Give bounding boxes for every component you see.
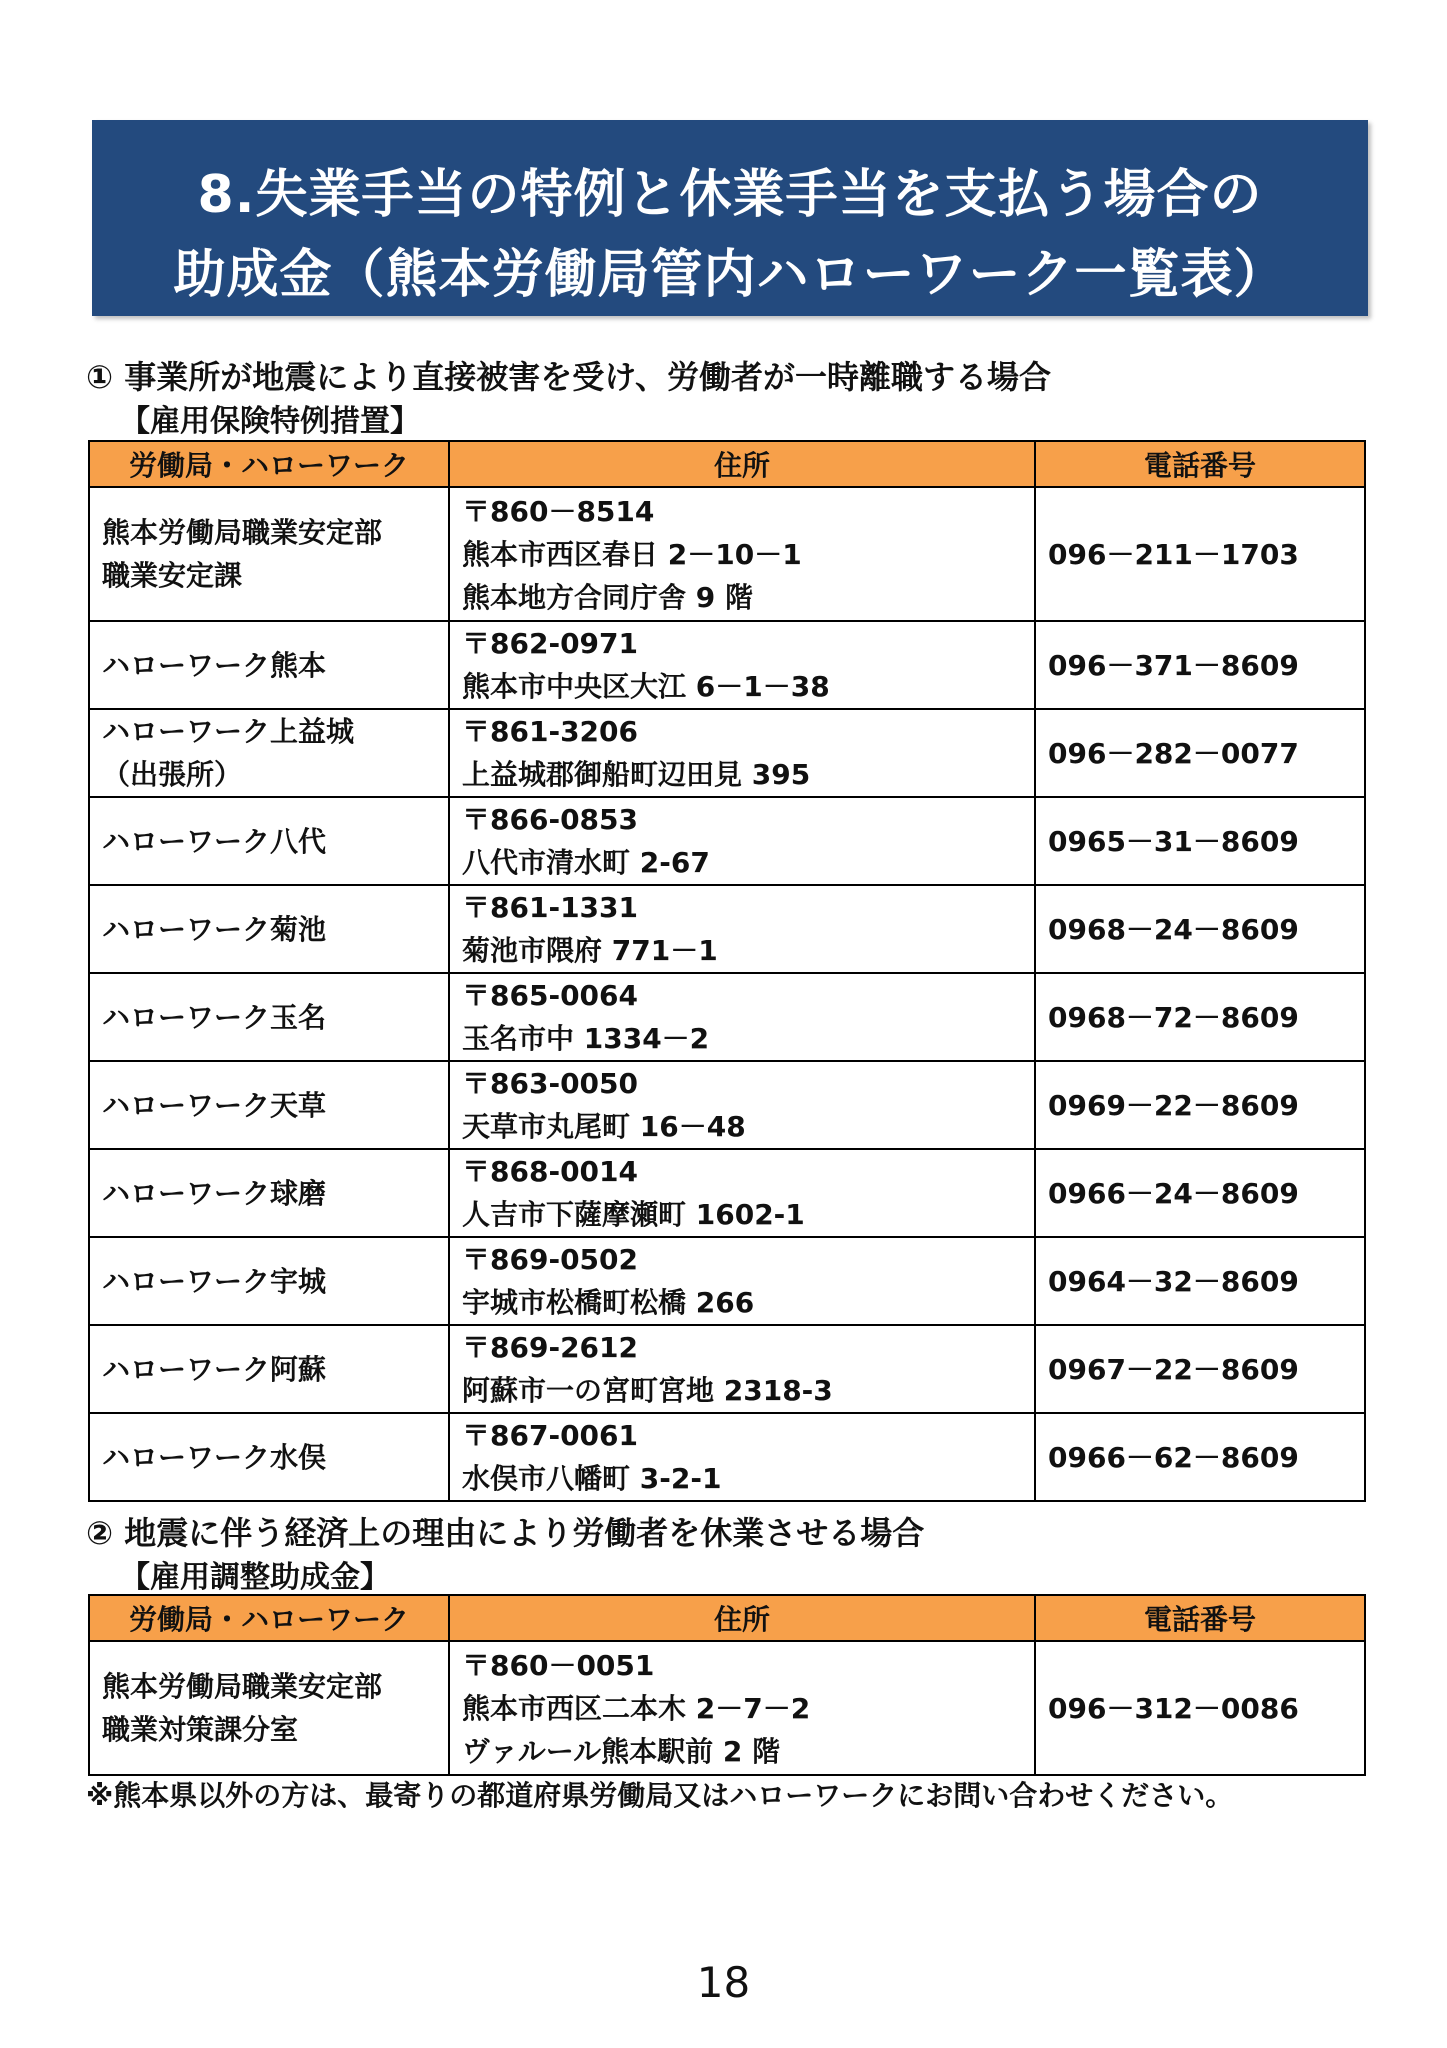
section2-subheading: 【雇用調整助成金】: [120, 1560, 390, 1595]
postal-code: 〒863-0050: [462, 1067, 638, 1100]
address-line: 八代市清水町 2-67: [462, 846, 710, 879]
header-address: 住所: [449, 1595, 1035, 1641]
postal-code: 〒861-1331: [462, 891, 638, 924]
address-cell: [449, 1061, 1035, 1149]
phone-cell: 0967－22－8609: [1035, 1325, 1365, 1413]
address-cell: [449, 797, 1035, 885]
office-name: ハローワーク八代: [102, 824, 327, 858]
office-name: ハローワーク上益城: [102, 715, 355, 748]
office-name: ハローワーク水俣: [102, 1440, 327, 1474]
phone-cell: 0966－62－8609: [1035, 1413, 1365, 1501]
table-row: [89, 797, 1365, 885]
postal-code: 〒869-2612: [462, 1331, 638, 1364]
office-cell: [89, 1061, 449, 1149]
address-line: 人吉市下薩摩瀬町 1602-1: [462, 1198, 805, 1231]
address-line: 熊本市西区春日 2－10－1: [462, 537, 802, 571]
address-cell: [449, 885, 1035, 973]
table-row: [89, 621, 1365, 709]
table-row: [89, 1641, 1365, 1775]
office-table-2: [88, 1594, 1366, 1776]
address-line: 宇城市松橋町松橋 266: [462, 1286, 755, 1319]
office-cell: [89, 797, 449, 885]
office-name: ハローワーク天草: [102, 1088, 327, 1122]
postal-code: 〒861-3206: [462, 715, 638, 748]
phone-cell: 0966－24－8609: [1035, 1149, 1365, 1237]
office-cell: [89, 1325, 449, 1413]
office-cell: [89, 1641, 449, 1775]
footnote: ※熊本県以外の方は、最寄りの都道府県労働局又はハローワークにお問い合わせください。: [86, 1779, 1234, 1812]
postal-code: 〒867-0061: [462, 1419, 638, 1452]
header-office: 労働局・ハローワーク: [89, 1595, 449, 1641]
phone-cell: 0964－32－8609: [1035, 1237, 1365, 1325]
table-row: [89, 1149, 1365, 1237]
office-name: 職業対策課分室: [102, 1713, 299, 1746]
header-office: 労働局・ハローワーク: [89, 441, 449, 487]
office-cell: [89, 487, 449, 621]
address-line: 菊池市隈府 771－1: [462, 934, 718, 967]
address-cell: [449, 621, 1035, 709]
phone-cell: 096－371－8609: [1035, 621, 1365, 709]
office-cell: [89, 973, 449, 1061]
phone-cell: 096－282－0077: [1035, 709, 1365, 797]
office-name: ハローワーク菊池: [102, 912, 327, 946]
postal-code: 〒865-0064: [462, 979, 638, 1012]
phone-cell: 0968－24－8609: [1035, 885, 1365, 973]
table-header-row: [89, 1595, 1365, 1641]
office-name: ハローワーク玉名: [102, 1000, 327, 1034]
header-phone: 電話番号: [1035, 1595, 1365, 1641]
office-cell: [89, 621, 449, 709]
address-cell: [449, 1413, 1035, 1501]
address-line: 熊本地方合同庁舎 9 階: [462, 580, 753, 614]
header-address: 住所: [449, 441, 1035, 487]
office-name: ハローワーク阿蘇: [102, 1352, 327, 1386]
title-line-2: 助成金（熊本労働局管内ハローワーク一覧表）: [173, 245, 1287, 305]
section1-heading: ① 事業所が地震により直接被害を受け、労働者が一時離職する場合: [86, 358, 1051, 396]
title-banner: [92, 120, 1368, 316]
postal-code: 〒862-0971: [462, 627, 638, 660]
phone-cell: 0968－72－8609: [1035, 973, 1365, 1061]
phone-cell: 0965－31－8609: [1035, 797, 1365, 885]
table-row: [89, 885, 1365, 973]
address-line: 熊本市西区二本木 2－7－2: [462, 1691, 811, 1725]
address-cell: [449, 487, 1035, 621]
phone-cell: 0969－22－8609: [1035, 1061, 1365, 1149]
header-phone: 電話番号: [1035, 441, 1365, 487]
address-cell: [449, 973, 1035, 1061]
office-cell: [89, 1149, 449, 1237]
office-cell: [89, 1413, 449, 1501]
table-header-row: [89, 441, 1365, 487]
office-name: ハローワーク球磨: [102, 1176, 327, 1210]
address-line: 天草市丸尾町 16－48: [462, 1110, 746, 1143]
postal-code: 〒869-0502: [462, 1243, 638, 1276]
address-cell: [449, 1325, 1035, 1413]
office-name: 熊本労働局職業安定部: [102, 516, 383, 549]
table-row: [89, 709, 1365, 797]
section2-heading: ② 地震に伴う経済上の理由により労働者を休業させる場合: [86, 1514, 925, 1552]
postal-code: 〒868-0014: [462, 1155, 638, 1188]
address-cell: [449, 1641, 1035, 1775]
address-cell: [449, 1237, 1035, 1325]
table-row: [89, 1237, 1365, 1325]
table-row: [89, 1061, 1365, 1149]
office-table-1: [88, 440, 1366, 1502]
address-line: 阿蘇市一の宮町宮地 2318-3: [462, 1374, 833, 1407]
postal-code: 〒860－0051: [462, 1648, 655, 1682]
office-name: 職業安定課: [102, 559, 243, 592]
address-line: 上益城郡御船町辺田見 395: [462, 758, 811, 791]
office-cell: [89, 1237, 449, 1325]
phone-cell: 096－211－1703: [1035, 487, 1365, 621]
office-cell: [89, 709, 449, 797]
address-line: 熊本市中央区大江 6－1－38: [462, 670, 830, 703]
postal-code: 〒860－8514: [462, 494, 655, 528]
address-line: ヴァルール熊本駅前 2 階: [462, 1734, 781, 1768]
address-line: 水俣市八幡町 3-2-1: [462, 1462, 722, 1495]
address-cell: [449, 1149, 1035, 1237]
page-number: 18: [696, 1958, 751, 2007]
postal-code: 〒866-0853: [462, 803, 638, 836]
address-line: 玉名市中 1334－2: [462, 1022, 710, 1055]
office-name: ハローワーク熊本: [102, 648, 327, 682]
address-cell: [449, 709, 1035, 797]
office-name: 熊本労働局職業安定部: [102, 1670, 383, 1703]
phone-cell: 096－312－0086: [1035, 1641, 1365, 1775]
table-row: [89, 973, 1365, 1061]
table-row: [89, 1413, 1365, 1501]
office-name: ハローワーク宇城: [102, 1264, 327, 1298]
section1-subheading: 【雇用保険特例措置】: [120, 404, 420, 439]
table-row: [89, 487, 1365, 621]
office-cell: [89, 885, 449, 973]
table-row: [89, 1325, 1365, 1413]
title-line-1: 8.失業手当の特例と休業手当を支払う場合の: [197, 165, 1263, 225]
office-note: （出張所）: [102, 758, 243, 791]
